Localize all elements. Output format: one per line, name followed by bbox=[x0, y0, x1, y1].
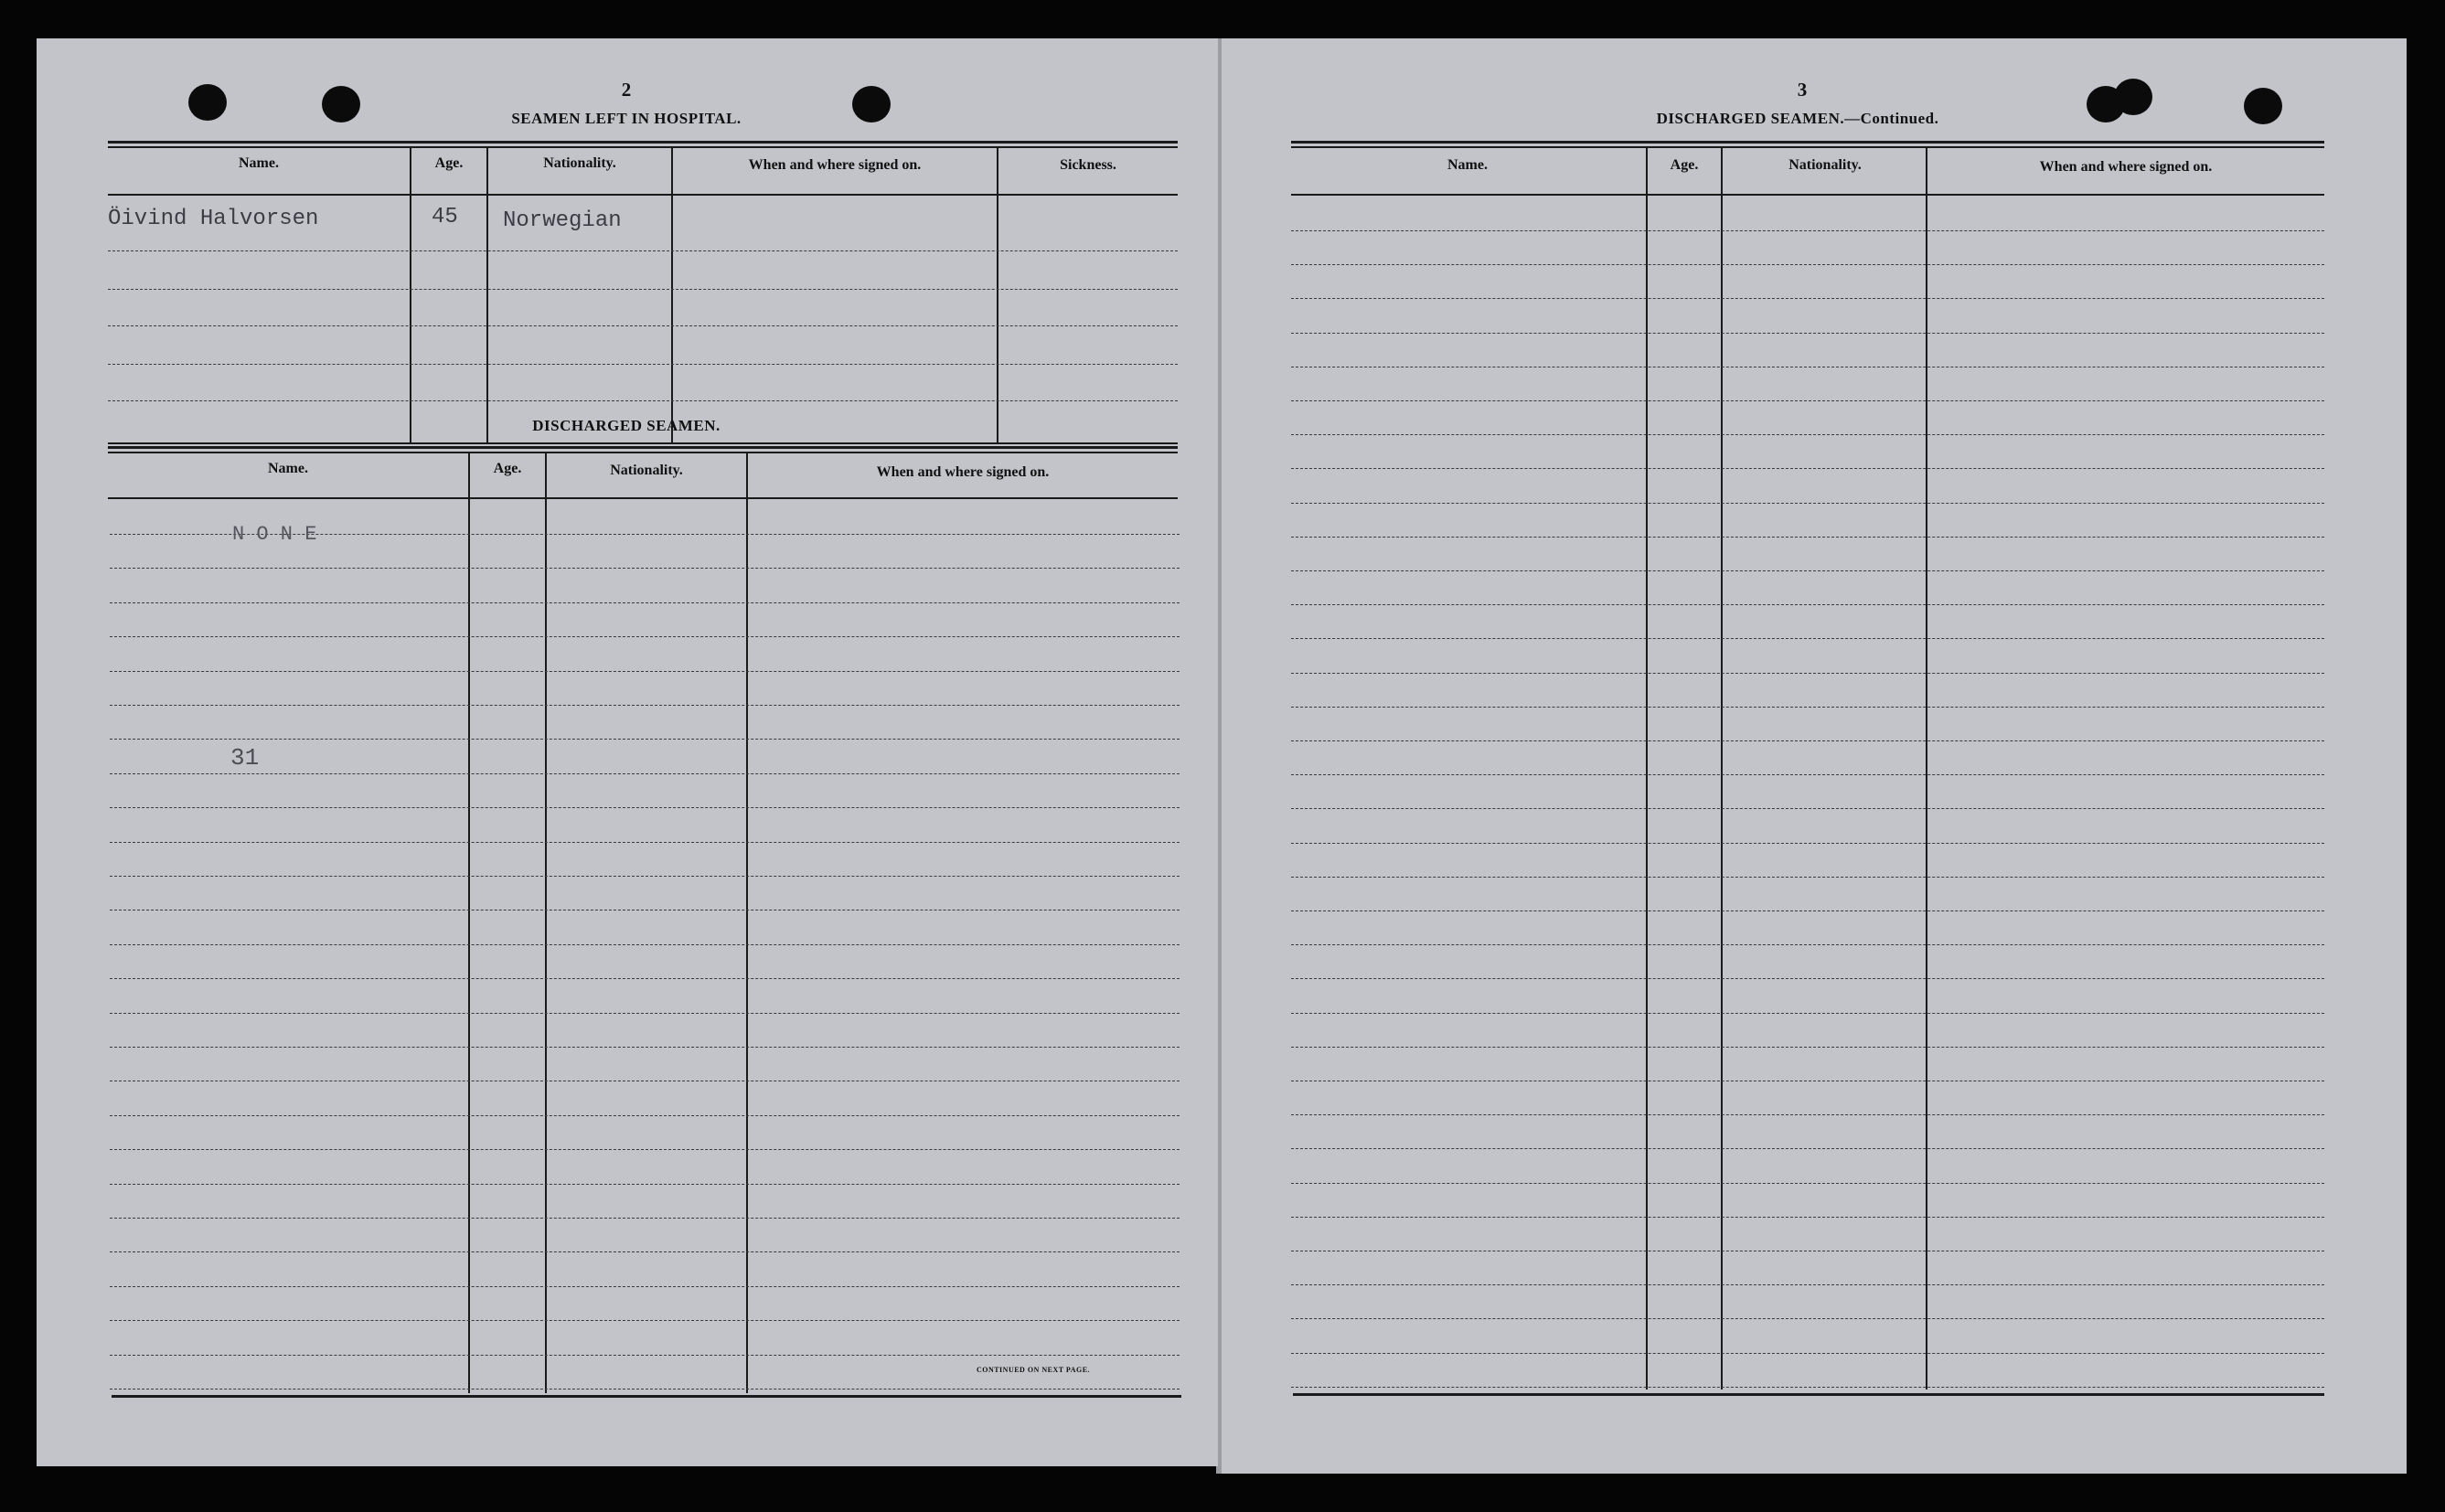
ruled-line bbox=[1291, 1284, 2324, 1285]
ruled-line bbox=[110, 1320, 1180, 1321]
ruled-line bbox=[1291, 298, 2324, 299]
section-title-discharged: DISCHARGED SEAMEN. bbox=[532, 417, 721, 434]
ruled-line bbox=[1291, 264, 2324, 265]
col-header-signed-on: When and where signed on. bbox=[2039, 159, 2213, 175]
left-page bbox=[37, 38, 1218, 1466]
ruled-line bbox=[110, 773, 1180, 774]
ruled-line bbox=[1291, 503, 2324, 504]
col-header-nationality: Nationality. bbox=[543, 155, 616, 171]
ruled-line bbox=[110, 1013, 1180, 1014]
col-header-age: Age. bbox=[1670, 157, 1699, 173]
ruled-line bbox=[1291, 1148, 2324, 1149]
ruled-line bbox=[110, 705, 1180, 706]
ruled-line bbox=[110, 602, 1180, 603]
margin-note: 31 bbox=[230, 744, 260, 772]
ruled-line bbox=[1291, 468, 2324, 469]
ruled-line bbox=[1291, 1114, 2324, 1115]
col-header-name: Name. bbox=[1447, 157, 1488, 173]
col-header-age: Age. bbox=[493, 461, 522, 476]
ruled-line bbox=[110, 807, 1180, 808]
page-number: 2 bbox=[621, 79, 632, 101]
ruled-line bbox=[1291, 1387, 2324, 1388]
ruled-line bbox=[110, 842, 1180, 843]
ruled-line bbox=[1291, 570, 2324, 571]
ruled-line bbox=[1291, 707, 2324, 708]
ruled-line bbox=[1291, 230, 2324, 231]
hospital-age-cell: 45 bbox=[432, 205, 458, 229]
ruled-line bbox=[1291, 1047, 2324, 1048]
ruled-line bbox=[1291, 1183, 2324, 1184]
ruled-line bbox=[1291, 1318, 2324, 1319]
col-header-signed-on: When and where signed on. bbox=[748, 157, 922, 173]
ruled-line bbox=[1291, 673, 2324, 674]
ruled-line bbox=[110, 1251, 1180, 1252]
ruled-line bbox=[110, 1355, 1180, 1356]
ruled-line bbox=[1291, 910, 2324, 911]
ruled-line bbox=[1291, 808, 2324, 809]
ruled-line bbox=[110, 1047, 1180, 1048]
ruled-line bbox=[110, 1115, 1180, 1116]
ruled-line bbox=[110, 876, 1180, 877]
ruled-line bbox=[110, 1218, 1180, 1219]
col-header-sickness: Sickness. bbox=[1060, 157, 1116, 173]
ruled-line bbox=[110, 1286, 1180, 1287]
col-header-nationality: Nationality. bbox=[1788, 157, 1862, 173]
ruled-line bbox=[1291, 740, 2324, 741]
ruled-line bbox=[110, 739, 1180, 740]
page-number: 3 bbox=[1797, 79, 1808, 101]
ruled-line bbox=[110, 568, 1180, 569]
right-page bbox=[1222, 38, 2407, 1474]
ruled-line bbox=[1291, 400, 2324, 401]
col-header-signed-on: When and where signed on. bbox=[876, 464, 1050, 480]
ruled-line bbox=[110, 636, 1180, 637]
ruled-line bbox=[1291, 978, 2324, 979]
ruled-line bbox=[1291, 843, 2324, 844]
ruled-line bbox=[110, 1184, 1180, 1185]
punch-hole bbox=[2087, 86, 2125, 122]
ruled-line bbox=[1291, 774, 2324, 775]
ruled-line bbox=[1291, 537, 2324, 538]
discharged-none-entry: N O N E bbox=[232, 523, 317, 546]
punch-hole bbox=[2244, 88, 2282, 124]
ruled-line bbox=[1291, 333, 2324, 334]
ruled-line bbox=[110, 944, 1180, 945]
col-header-age: Age. bbox=[434, 155, 464, 171]
ruled-line bbox=[110, 1389, 1180, 1390]
ruled-line bbox=[1291, 434, 2324, 435]
ruled-line bbox=[1291, 638, 2324, 639]
punch-hole bbox=[322, 86, 360, 122]
section-title-discharged-continued: DISCHARGED SEAMEN.—Continued. bbox=[1656, 110, 1939, 127]
continued-note: CONTINUED ON NEXT PAGE. bbox=[976, 1366, 1091, 1374]
ruled-line bbox=[110, 978, 1180, 979]
punch-hole bbox=[852, 86, 891, 122]
col-header-name: Name. bbox=[268, 461, 308, 476]
hospital-nationality-cell: Norwegian bbox=[503, 208, 622, 233]
ruled-line bbox=[1291, 944, 2324, 945]
ruled-line bbox=[110, 671, 1180, 672]
ruled-line bbox=[1291, 1013, 2324, 1014]
ruled-line bbox=[1291, 1217, 2324, 1218]
ruled-line bbox=[110, 1149, 1180, 1150]
col-header-nationality: Nationality. bbox=[610, 463, 683, 478]
hospital-name-cell: Öivind Halvorsen bbox=[108, 207, 319, 231]
punch-hole bbox=[188, 84, 227, 121]
ruled-line bbox=[1291, 877, 2324, 878]
section-title-hospital: SEAMEN LEFT IN HOSPITAL. bbox=[511, 110, 742, 127]
ruled-line bbox=[1291, 604, 2324, 605]
col-header-name: Name. bbox=[239, 155, 279, 171]
ruled-line bbox=[1291, 1353, 2324, 1354]
